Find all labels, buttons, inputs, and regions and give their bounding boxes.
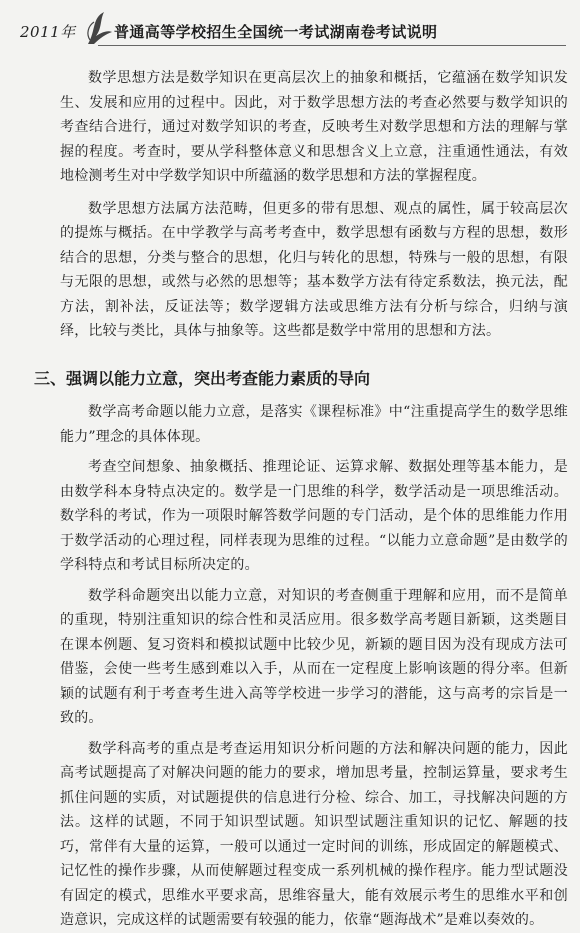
paragraph: 数学思想方法属方法范畴，但更多的带有思想、观点的属性，属于较高层次的提炼与概括。在中学教学与高考考查中，数学思想有函数与方程的思想，数形结合的思想，分类与整合的思想，化归与转化的思想，特殊与一般的思想，有限与无限的思想，或然与必然的思想等；基本数学方法有待定系数法，换元法，配方法，割补法，反证法等；数学逻辑方法或思维方法有分析与综合，归纳与演绎，比较与类比，具体与抽象等。这些都是数学中常用的思想和方法。 xyxy=(60,200,568,339)
paragraph: 数学思想方法是数学知识在更高层次上的抽象和概括，它蕴涵在数学知识发生、发展和应用的过程中。因此，对于数学思想方法的考查必然要与数学知识的考查结合进行，通过对数学知识的考查，反映考生对数学思想和方法的理解与掌握的程度。考查时，要从学科整体意义和思想含义上立意，注重通性通法，有效地检测考生对中学数学知识中所蕴涵的数学思想和方法的掌握程度。 xyxy=(60,70,568,184)
paragraph: 数学科命题突出以能力立意，对知识的考查侧重于理解和应用，而不是简单的重现，特别注重知识的综合性和灵活应用。很多数学高考题目新颖，这类题目在课本例题、复习资料和模拟试题中比较少见，新颖的题目因为没有现成方法可借鉴，会使一些考生感到难以入手，从而在一定程度上影响该题的得分率。但新颖的试题有利于考查考生进入高等学校进一步学习的潜能，这与高考的宗旨是一致的。 xyxy=(60,587,568,726)
top-text-block xyxy=(60,58,568,344)
section-body xyxy=(60,400,568,933)
section-heading: 三、强调以能力立意，突出考查能力素质的导向 xyxy=(34,369,371,388)
page-header xyxy=(14,8,566,52)
header-title: 普通高等学校招生全国统一考试湖南卷考试说明 xyxy=(114,23,438,41)
header-year: 2011年 xyxy=(20,23,76,41)
paragraph: 数学科高考的重点是考查运用知识分析问题的方法和解决问题的能力，因此高考试题提高了对解决问题的能力的要求，增加思考量，控制运算量，要求考生抓住问题的实质，对试题提供的信息进行分检、综合、加工，寻找解决问题的方法。这样的试题，不同于知识型试题。知识型试题注重知识的记忆、解题的技巧，常伴有大量的运算，一般可以通过一定时间的训练，形成固定的解题模式、记忆性的操作步骤，从而使解题过程变成一系列机械的操作程序。能力型试题没有固定的模式，思维水平要求高，思维容量大，能有效展示考生的思维水平和创造意识，完成这样的试题需要有较强的能力，依靠“题海战术”是难以奏效的。 xyxy=(60,740,568,928)
paragraph: 数学高考命题以能力立意，是落实《课程标准》中“注重提高学生的数学思维能力”理念的具体体现。 xyxy=(60,404,568,445)
paragraph: 考查空间想象、抽象概括、推理论证、运算求解、数据处理等基本能力，是由数学科本身特点决定的。数学是一门思维的科学，数学活动是一项思维活动。数学科的考试，作为一项限时解答数学问题的专门活动，是个体的思维能力作用于数学活动的心理过程，同样表现为思维的过程。“以能力立意命题”是由数学的学科特点和考试目标所决定的。 xyxy=(60,459,568,573)
header-divider xyxy=(98,45,566,46)
decorative-swash-icon xyxy=(82,10,116,46)
